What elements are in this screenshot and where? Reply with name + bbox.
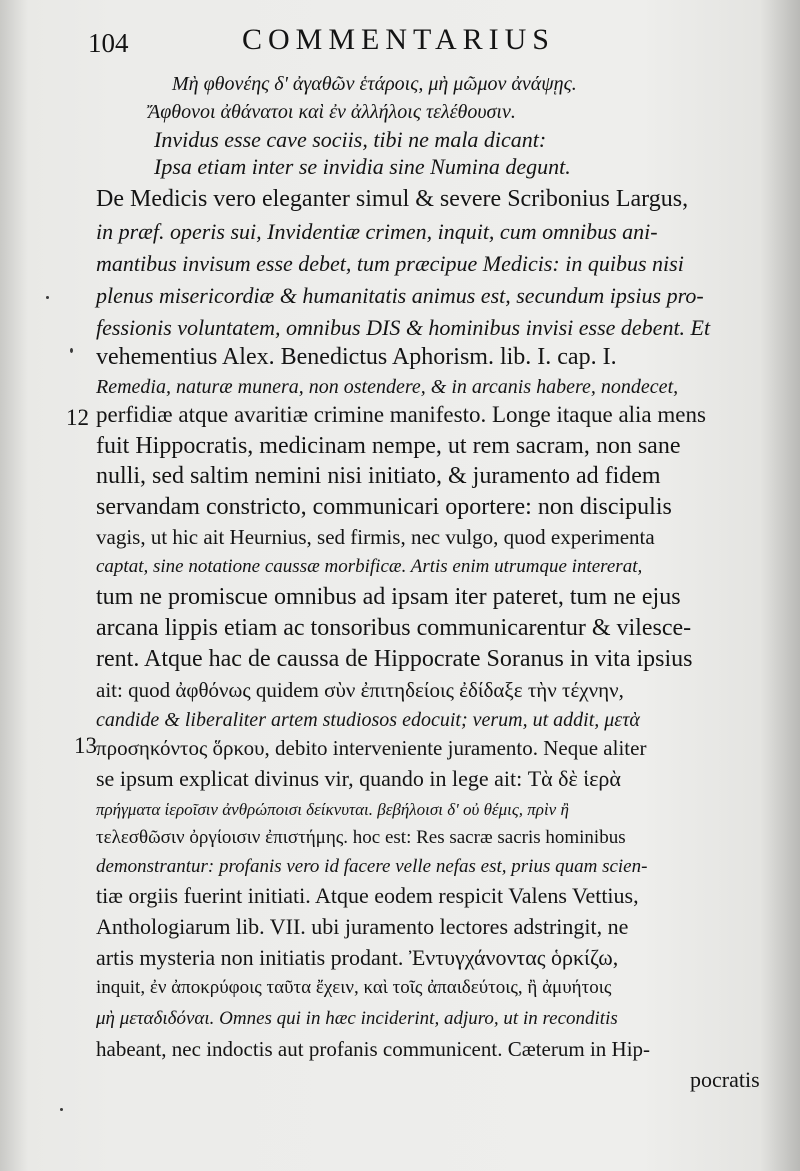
greek-verse-line-1: Μὴ φθονέης δ' ἀγαθῶν ἑτάροις, μὴ μῶμον ἀνάψῃς. <box>172 73 577 95</box>
text-line: arcana lippis etiam ac tonsoribus communicarentur & vilesce- <box>96 615 692 641</box>
text-line: in præf. operis sui, Invidentiæ crimen, inquit, cum omnibus ani- <box>96 219 658 244</box>
text-line: demonstrantur: profanis vero id facere velle nefas est, prius quam scien- <box>96 856 648 877</box>
text-line: vehementius Alex. Benedictus Aphorism. lib. I. cap. I. <box>96 344 617 370</box>
text-line: inquit, ἐν ἀποκρύφοις ταῦτα ἔχειν, καὶ τοῖς ἀπαιδεύτοις, ἢ ἀμυήτοις <box>96 977 612 998</box>
text-line: nulli, sed saltim nemini nisi initiato, & juramento ad fidem <box>96 463 661 489</box>
text-line: tiæ orgiis fuerint initiati. Atque eodem respicit Valens Vettius, <box>96 883 639 908</box>
text-line: De Medicis vero eleganter simul & severe Scribonius Largus, <box>96 186 689 212</box>
text-line: fessionis voluntatem, omnibus DIS & hominibus invisi esse debent. Et <box>96 315 711 340</box>
text-line: πρήγματα ἱεροῖσιν ἀνθρώποισι δείκνυται. βεβήλοισι δ' οὐ θέμις, πρὶν ἢ <box>96 800 569 819</box>
margin-number-13: 13 <box>74 733 97 758</box>
text-line: μὴ μεταδιδόναι. Omnes qui in hæc inciderint, adjuro, ut in reconditis <box>96 1008 618 1029</box>
text-line: artis mysteria non initiatis prodant. Ἐντυγχάνοντας ὁρκίζω, <box>96 945 619 970</box>
text-line: Remedia, naturæ munera, non ostendere, & in arcanis habere, nondecet, <box>96 376 679 398</box>
text-line: servandam constricto, communicari oportere: non discipulis <box>96 494 672 520</box>
greek-verse-line-2: Ἄφθονοι ἀθάνατοι καὶ ἐν ἀλλήλοις τελέθουσιν. <box>148 101 516 123</box>
catchword: pocratis <box>690 1067 760 1092</box>
text-line: perfidiæ atque avaritiæ crimine manifesto. Longe itaque alia mens <box>96 402 706 427</box>
text-line: se ipsum explicat divinus vir, quando in lege ait: Τὰ δὲ ἱερὰ <box>96 766 621 791</box>
page-number: 104 <box>88 28 129 58</box>
text-line: προσηκόντος ὅρκου, debito interveniente juramento. Neque aliter <box>96 736 647 760</box>
text-line: mantibus invisum esse debet, tum præcipue Medicis: in quibus nisi <box>96 251 684 276</box>
text-line: tum ne promiscue omnibus ad ipsam iter pateret, tum ne ejus <box>96 584 681 610</box>
ink-speck <box>70 348 73 353</box>
latin-verse-line-2: Ipsa etiam inter se invidia sine Numina degunt. <box>154 154 571 179</box>
text-line: fuit Hippocratis, medicinam nempe, ut rem sacram, non sane <box>96 433 681 459</box>
text-line: plenus misericordiæ & humanitatis animus est, secundum ipsius pro- <box>96 283 704 308</box>
ink-speck <box>46 296 49 299</box>
text-line: candide & liberaliter artem studiosos edocuit; verum, ut addit, μετὰ <box>96 709 640 731</box>
latin-verse-line-1: Invidus esse cave sociis, tibi ne mala dicant: <box>154 127 547 152</box>
text-line: ait: quod ἀφθόνως quidem σὺν ἐπιτηδείοις ἐδίδαξε τὴν τέχνην, <box>96 678 624 702</box>
text-line: vagis, ut hic ait Heurnius, sed firmis, nec vulgo, quod experimenta <box>96 525 655 549</box>
running-title: COMMENTARIUS <box>242 23 555 56</box>
margin-number-12: 12 <box>66 405 89 430</box>
text-line: captat, sine notatione caussæ morbificæ. Artis enim utrumque intererat, <box>96 556 643 577</box>
text-line: rent. Atque hac de caussa de Hippocrate Soranus in vita ipsius <box>96 646 693 672</box>
text-line: τελεσθῶσιν ὀργίοισιν ἐπιστήμης. hoc est: Res sacræ sacris hominibus <box>96 827 626 848</box>
text-line: Anthologiarum lib. VII. ubi juramento lectores adstringit, ne <box>96 914 629 939</box>
text-line: habeant, nec indoctis aut profanis communicent. Cæterum in Hip- <box>96 1037 651 1061</box>
ink-speck <box>60 1108 63 1111</box>
